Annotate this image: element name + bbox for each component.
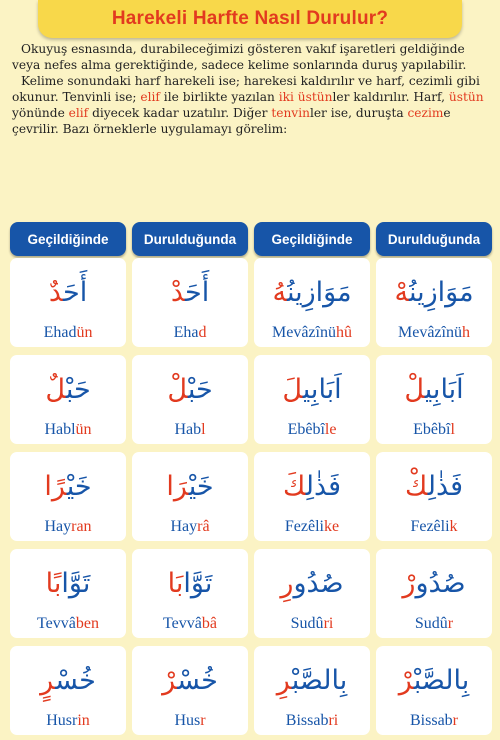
example-cell [132,646,248,735]
arabic-ending: بًا [45,567,62,599]
arabic-word [10,359,126,419]
transliteration [10,518,126,536]
transliteration-ending: l [450,421,455,438]
arabic-word [376,359,492,419]
transliteration-ending: r [452,712,458,729]
transliteration-ending: bâ [201,615,217,632]
arabic-stem: مَوَازِينُ [286,276,352,308]
transliteration [376,615,492,633]
arabic-word [376,553,492,613]
transliteration [376,421,492,439]
arabic-word [376,456,492,516]
transliteration [10,324,126,342]
highlighted-term: tenvin [271,106,310,120]
transliteration-ending: le [324,421,337,438]
intro-paragraph-2 [12,73,490,137]
transliteration-stem: Sudû [290,615,324,632]
transliteration [376,324,492,342]
arabic-word [10,262,126,322]
arabic-stem: خَيْ [66,470,92,502]
example-cell [10,258,126,347]
intro-text [12,41,490,137]
example-cell [10,452,126,541]
example-cell [132,452,248,541]
arabic-word [376,262,492,322]
arabic-stem: أَحَ [63,276,88,308]
example-cell [254,355,370,444]
transliteration [132,518,248,536]
example-cell [10,646,126,735]
transliteration [254,712,370,730]
transliteration-ending: ke [323,518,340,535]
example-cell [376,355,492,444]
arabic-word [132,456,248,516]
transliteration-stem: Mevâzînü [272,324,336,341]
intro-text-span: yönünde [12,106,69,120]
arabic-word [254,650,370,710]
arabic-stem: تَوَّا [183,567,213,599]
transliteration [10,421,126,439]
transliteration-stem: Ebêbî [413,421,451,438]
arabic-word [132,262,248,322]
title-banner [38,0,462,38]
transliteration-ending: ün [76,324,93,341]
transliteration [376,518,492,536]
arabic-stem: صُدُو [415,567,466,599]
highlighted-term: elif [140,90,160,104]
arabic-word [376,650,492,710]
transliteration-ending: r [447,615,454,632]
transliteration-ending: ri [328,712,339,729]
transliteration-stem: Fezêli [284,518,324,535]
arabic-ending: رْ [162,664,178,696]
header-gecildiginde-2: Geçildiğinde [254,222,370,256]
arabic-ending: لْ [404,373,425,405]
example-cell [376,258,492,347]
transliteration-stem: Ebêbî [287,421,325,438]
transliteration [10,615,126,633]
transliteration-ending: in [77,712,90,729]
intro-text-span: ler kaldırılır. Harf, [332,90,449,104]
arabic-stem: فَذٰلِ [427,470,464,502]
example-cell [132,258,248,347]
arabic-ending: لٌ [45,373,66,405]
example-cell [254,452,370,541]
example-cell [132,549,248,638]
arabic-ending: رِ [280,567,294,599]
transliteration-stem: Tevvâ [163,615,202,632]
transliteration-ending: l [201,421,206,438]
transliteration [132,324,248,342]
transliteration-stem: Mevâzînü [398,324,462,341]
example-cell [254,549,370,638]
transliteration-ending: ri [323,615,334,632]
arabic-word [132,650,248,710]
transliteration [132,615,248,633]
arabic-stem: أَحَ [185,276,210,308]
arabic-stem: بِالصَّبْ [413,664,470,696]
transliteration [254,324,370,342]
transliteration-stem: Ehad [43,324,77,341]
transliteration-ending: r [200,712,206,729]
intro-text-span: ile birlikte yazılan [159,90,279,104]
transliteration-stem: Sudû [414,615,448,632]
example-cell [10,549,126,638]
transliteration-ending: ün [75,421,92,438]
transliteration-ending: d [198,324,207,341]
arabic-stem: خُسْ [55,664,96,696]
arabic-stem: خُسْ [177,664,218,696]
intro-text-span: Kelime sonundaki harf harekeli ise; harekesi kaldırılır ve harf, cezimli gibi okunur. Tenvinli ise; [12,74,480,104]
transliteration [132,421,248,439]
page-title: Harekeli Harfte Nasıl Durulur? [111,8,389,29]
arabic-stem: حَبْ [187,373,213,405]
transliteration-stem: Fezêli [410,518,450,535]
transliteration-ending: ben [75,615,99,632]
arabic-stem: خَيْ [188,470,214,502]
header-gecildiginde-1: Geçildiğinde [10,222,126,256]
transliteration-stem: Husr [46,712,78,729]
arabic-word [10,650,126,710]
highlighted-term: cezim [407,106,444,120]
highlighted-term: iki üstün [278,90,333,104]
arabic-ending: رِ [276,664,292,696]
arabic-word [10,553,126,613]
transliteration-stem: Tevvâ [37,615,76,632]
arabic-word [254,262,370,322]
arabic-word [254,553,370,613]
transliteration-stem: Hay [170,518,198,535]
arabic-ending: رًا [44,470,67,502]
example-cell [254,258,370,347]
transliteration-stem: Eha [173,324,199,341]
intro-text-span: ler ise, duruşta [309,106,408,120]
arabic-stem: حَبْ [65,373,91,405]
arabic-word [132,359,248,419]
arabic-ending: كْ [404,470,428,502]
transliteration-stem: Hay [44,518,72,535]
transliteration-ending: hû [335,324,352,341]
arabic-stem: بِالصَّبْ [291,664,348,696]
transliteration-stem: Hab [174,421,202,438]
example-cell [376,452,492,541]
arabic-stem: تَوَّا [61,567,91,599]
arabic-word [254,359,370,419]
arabic-ending: رَا [166,470,189,502]
arabic-word [254,456,370,516]
highlighted-term: üstün [448,90,484,104]
intro-text-span: diyecek kadar uzatılır. Diğer [88,106,272,120]
arabic-stem: اَبَابِي [424,373,464,405]
arabic-ending: رٍ [40,664,56,696]
table-header-row [10,222,490,256]
transliteration-stem: Bissab [285,712,329,729]
transliteration-ending: ran [71,518,92,535]
example-cell [376,549,492,638]
transliteration-ending: k [449,518,458,535]
transliteration [376,712,492,730]
transliteration-stem: Bissab [410,712,453,729]
arabic-stem: مَوَازِينُ [408,276,474,308]
example-cell [132,355,248,444]
example-cell [254,646,370,735]
arabic-word [132,553,248,613]
arabic-ending: دْ [170,276,185,308]
arabic-ending: هْ [394,276,409,308]
arabic-ending: بَا [167,567,184,599]
arabic-ending: دٌ [48,276,63,308]
arabic-stem: اَبَابِي [302,373,342,405]
examples-grid [10,258,490,736]
transliteration [254,615,370,633]
arabic-stem: صُدُو [293,567,344,599]
header-duruldugunda-2: Durulduğunda [376,222,492,256]
transliteration-ending: râ [197,518,210,535]
arabic-stem: فَذٰلِ [305,470,342,502]
transliteration-stem: Hus [174,712,201,729]
transliteration [254,421,370,439]
header-duruldugunda-1: Durulduğunda [132,222,248,256]
arabic-ending: هُ [272,276,287,308]
transliteration [254,518,370,536]
transliteration-stem: Habl [44,421,76,438]
arabic-ending: رْ [398,664,414,696]
arabic-ending: لَ [282,373,303,405]
highlighted-term: elif [68,106,89,120]
arabic-word [10,456,126,516]
example-cell [376,646,492,735]
transliteration-ending: h [461,324,470,341]
transliteration [10,712,126,730]
arabic-ending: لْ [167,373,188,405]
arabic-ending: كَ [282,470,306,502]
intro-paragraph-1: Okuyuş esnasında, durabileceğimizi gösteren vakıf işaretleri geldiğinde veya nefes alma gerektiğinde, sadece kelime sonlarında duruş yapılabilir. [12,42,467,72]
example-cell [10,355,126,444]
intro-text-span: e çevrilir. Bazı örneklerle uygulamayı görelim: [12,106,451,136]
transliteration [132,712,248,730]
arabic-ending: رْ [402,567,416,599]
